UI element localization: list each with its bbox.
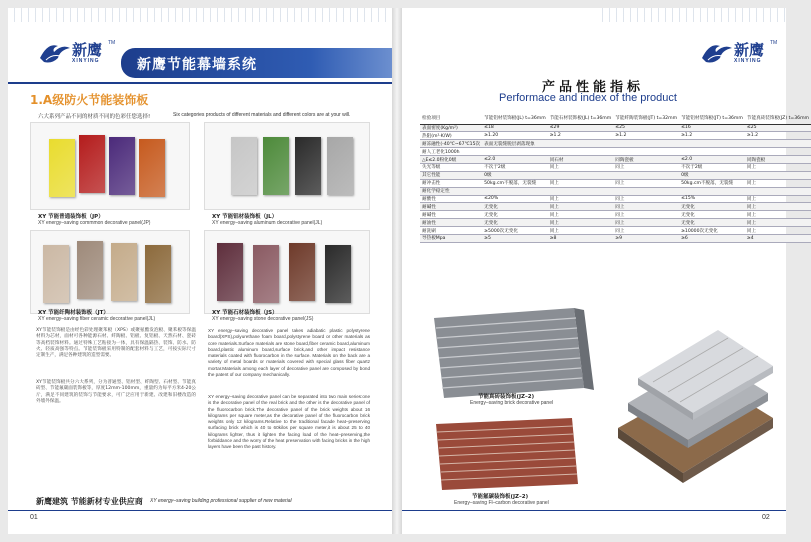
sample-tile [111,243,137,301]
spec-value: 同上 [548,195,614,203]
spec-value [679,140,745,148]
sample-tile [49,139,75,197]
spec-value: 0级 [482,171,548,179]
body-text-cn-2: XY节能装饰板共分六大系列，分为普通型、铝材型、纤陶型、石材型、节能真砖型、节能氟碳面装饰板等，厚度12mm-100mm，重量约为每平方米4-20公斤，满足不同建筑的装饰与节能要求，可广泛应用于新建、改建和旧楼改造的外墙外保温。 [36,380,196,404]
sample-tile [79,135,105,193]
spec-item-label: 导热板Mpa [420,234,482,242]
spec-value [745,140,811,148]
table-row [420,156,811,164]
banner-title: 新鹰节能幕墙系统 [121,48,392,78]
logo-left [38,40,116,66]
spec-value: 50kg.cm不脱落，无裂缝 [679,179,745,187]
table-row [420,227,811,235]
spec-value: 无变化 [482,203,548,211]
spec-value [548,187,614,195]
caption-cn: XY 节能铝材装饰板（JL） [212,214,278,220]
sample-tile [327,137,353,195]
caption-en: XY energy–saving aluminum decorative panel(JL) [212,220,323,226]
spec-value: ≤20% [482,195,548,203]
spec-value: 0级 [679,171,745,179]
right-page [402,8,810,534]
spec-value: 同上 [613,227,679,235]
caption-en: XY energy–saving commmon decorative panel(JP) [38,220,151,226]
spec-value: 同上 [745,163,811,171]
spec-value: 同上 [548,219,614,227]
spec-value: 表面无裂缝脱层剥落现象 [482,140,548,148]
footer-slogan-cn: 新鹰建筑 节能新材专业供应商 [36,497,143,506]
product-image-js [204,230,370,314]
spec-value [745,187,811,195]
trademark: TM [770,40,778,46]
table-row [420,187,811,195]
spec-value: 同上 [613,211,679,219]
spec-value: 同上 [613,195,679,203]
spec-value: ≤2.0 [679,156,745,164]
spec-value [745,171,811,179]
spec-value: 不次于2级 [482,163,548,171]
brick-panel-image [424,308,594,398]
sample-tile [109,137,135,195]
spec-value: 同上 [745,219,811,227]
caption-en: XY energy–saving fiber ceramic decorative panel(JL) [38,316,156,322]
spec-value: 同上 [548,227,614,235]
sample-tile [139,139,165,197]
brand-name-en: XINYING [734,57,762,64]
sample-tile [325,245,351,303]
brand-name-cn: 新鹰 [734,40,765,59]
sample-tile [231,137,257,195]
spec-item-label: 耐碱性 [420,211,482,219]
spec-value [548,140,614,148]
caption-cn: XY 节能普通装饰板（JP） [38,214,104,220]
spec-title-en: Performace and index of the product [499,92,677,104]
spec-value: ≤25 [613,124,679,132]
section-title: 1.A级防火节能装饰板 [30,93,149,107]
top-stripes [8,8,392,22]
product-image-jp [30,122,190,210]
spec-value: ≥1.2 [679,132,745,140]
spec-value: 同陶瓷板 [745,156,811,164]
spec-header-cell: 节能真砖装饰板(JZ) t=36mm [745,112,811,124]
caption-en: XY energy–saving stone decorative panel(JS) [212,316,314,322]
spec-value: 50kg.cm不脱落，无裂缝 [482,179,548,187]
spec-value: ≤15% [679,195,745,203]
spec-value [745,148,811,156]
page-number: 01 [30,514,38,521]
spec-value: ≤29 [548,124,614,132]
table-row [420,124,811,132]
spec-item-label: 耐洗刷 [420,227,482,235]
spec-value [548,171,614,179]
spec-header-cell: 检验项目 [420,112,482,124]
spec-value: ≥6 [679,234,745,242]
body-text-cn-1: XY节能装饰板是由经色彩处理聚苯板（XPS）或聚氨酯发泡板、聚苯板等保温材料为芯材，面材可各种能源石材、纤陶板、铝板、复铝板、天然石材、瓷砖等高档装饰材料。通过特殊工艺粘接为一体，具有保温隔热、装饰、防水、防火、轻质高强等特点。节能装饰板采用特制的配套材料与工艺，可按实际尺寸定制生产，满足各种建筑的造型需要。 [36,328,196,359]
spec-value: 无变化 [679,211,745,219]
spec-value: ≤18 [482,124,548,132]
table-row [420,148,811,156]
stacked-panels-image [608,308,778,498]
spec-value [482,187,548,195]
spec-value: 同上 [548,163,614,171]
spec-value: ≥4 [745,234,811,242]
caption-fluorocarbon-en: Energy–saving Fl–carbon decorative panel [454,500,549,506]
spec-value: ≥1.2 [613,132,679,140]
spec-header-cell: 节能石材装饰板(JL) t=36mm [548,112,614,124]
sample-tile [43,245,69,303]
logo-right [700,40,778,66]
caption-fluorocarbon-cn: 节能氟碳装饰板(JZ–2) [472,494,529,500]
spec-item-label: 失光等级 [420,163,482,171]
sample-tile [253,245,279,303]
spec-value: 无变化 [679,219,745,227]
eagle-logo-icon [38,40,72,66]
table-row [420,140,811,148]
spec-value: 同石材 [548,156,614,164]
caption-cn: XY 节能石材装饰板（JS） [212,310,278,316]
brand-name-en: XINYING [72,57,100,64]
spec-value: 同上 [745,227,811,235]
banner-rule [8,82,392,84]
spec-header-cell: 节能纤陶装饰板(JT) t=32mm [613,112,679,124]
spec-value: 同上 [613,179,679,187]
spec-value: 无变化 [679,203,745,211]
spec-value: ≤2.0 [482,156,548,164]
spec-value [482,148,548,156]
brand-name-cn: 新鹰 [72,40,103,59]
spec-value: 同陶瓷板 [613,156,679,164]
spec-table [420,112,811,243]
spec-value: 同上 [548,211,614,219]
eagle-logo-icon [700,40,734,66]
sample-tile [77,241,103,299]
spec-item-label: 耐碱性 [420,203,482,211]
spec-item-label: 耐人工老化1000h [420,148,482,156]
table-row [420,203,811,211]
caption-cn: XY 节能纤陶材装饰板（JT） [38,310,109,316]
spec-value: ≥1.2 [745,132,811,140]
table-row [420,211,811,219]
spec-item-label: 表面密度(Kg/m²) [420,124,482,132]
spec-value [679,148,745,156]
spec-value: 同上 [745,195,811,203]
book-spine [392,8,402,534]
spec-value [548,148,614,156]
spec-value: 无变化 [482,211,548,219]
spec-value: 同上 [745,211,811,219]
spec-item-label: 耐化学稳定性 [420,187,482,195]
table-row [420,163,811,171]
caption-brick-cn: 节能真砖装饰板(JZ–2) [478,394,535,400]
spec-value: ≥1.2 [548,132,614,140]
trademark: TM [108,40,116,46]
spec-table-header [420,112,811,124]
footer-rule [8,510,392,511]
spec-value: ≥9 [613,234,679,242]
sample-tile [217,243,243,301]
footer-slogan-en: XY energy–saving building professional supplier of new material [150,498,292,504]
spec-value: 同上 [548,179,614,187]
spec-value: 同上 [745,179,811,187]
spec-value: ≤25 [745,124,811,132]
spec-value: ≥8 [548,234,614,242]
spec-value [679,187,745,195]
spec-item-label: 耐冻融性(-40℃~67℃15次 [422,141,481,147]
footer-rule [402,510,786,511]
table-row [420,179,811,187]
sample-tile [263,137,289,195]
spec-value: ≥10000次无变化 [679,227,745,235]
product-image-jt [30,230,190,314]
spec-value [613,140,679,148]
table-row [420,171,811,179]
fluorocarbon-panel-image [432,418,582,490]
spec-value: 同上 [613,163,679,171]
sample-tile [295,137,321,195]
spec-header-cell: 节能铝材装饰板(JT) t=36mm [679,112,745,124]
spec-value: ≥5 [482,234,548,242]
spec-value: 同上 [613,219,679,227]
spec-value: ≥5000次无变化 [482,227,548,235]
page-number: 02 [762,514,770,521]
spec-value: 同上 [613,203,679,211]
spec-item-label: △E≤2.0粉化0级 [420,156,482,164]
top-stripes [596,8,786,22]
spec-value [613,187,679,195]
spec-value: 无变化 [482,219,548,227]
sample-tile [289,243,315,301]
spec-item-label: 其它性能 [420,171,482,179]
table-row [420,195,811,203]
body-text-en-1: XY energy–saving decorative panel takes adiabatic plastic polystyrene board(XPS),polyurethane foam board,polystyrene board or other materials as core materials.Surface materials are stone board,fiber ceramic board,aluminum board,plastic aluminum board,surface brick,and other impact resistance materials coated with fluorocarbon in the surface. Materials on the back are a variety of metal boards or materials covered with special glass fiber quartz mortar.Materials among each layer of decorative panel are composed by bond the patent of our company mechanically. [208,328,370,378]
spec-value: 不次于2级 [679,163,745,171]
body-text-en-2: XY energy–saving decorative panel can be separated into two main series:one is the decorative panel of the real brick and the other is the decorative panel of the fluorocarbon brick.The decorative panel of the brick weights about 16 kilograms per square meter,as the decorative panel of the fluorocarbon brick weights only 12 kilograms.Relative to the traditional facade heat–preserving surfacing brick which is 40 to 60kilos per square meter,it is about 25 to 40 kilograms lighter, thus it lighten the facing load of the heat–preserving,the forbiddance and the worry of the heat preservation with facing bricks in the high layers have been the past history. [208,394,370,450]
table-row [420,219,811,227]
spec-value: 同上 [548,203,614,211]
spec-item-label: 热阻(m²·K/W) [420,132,482,140]
product-image-jl [204,122,370,210]
spec-item-label: 耐酸性 [420,195,482,203]
spec-value: ≥1.20 [482,132,548,140]
spec-value [613,171,679,179]
spec-value: ≤16 [679,124,745,132]
intro-en: Six categories products of different materials and different colors are at your will. [173,112,351,118]
caption-brick-en: Energy–saving brick decorative panel [470,400,554,406]
sample-tile [145,245,171,303]
intro-cn: 六大系列产品不同的材质不同的色彩任您选择! [38,114,151,120]
spec-title-cn: 产品性能指标 [542,80,645,95]
spec-item-label: 耐油性 [420,219,482,227]
table-row [420,132,811,140]
left-page [8,8,392,534]
table-row [420,234,811,242]
spec-item-label: 耐冲击性 [420,179,482,187]
spec-header-cell: 节能铝材装饰板(JL) t=36mm [482,112,548,124]
spec-value [613,148,679,156]
spec-value: 同上 [745,203,811,211]
